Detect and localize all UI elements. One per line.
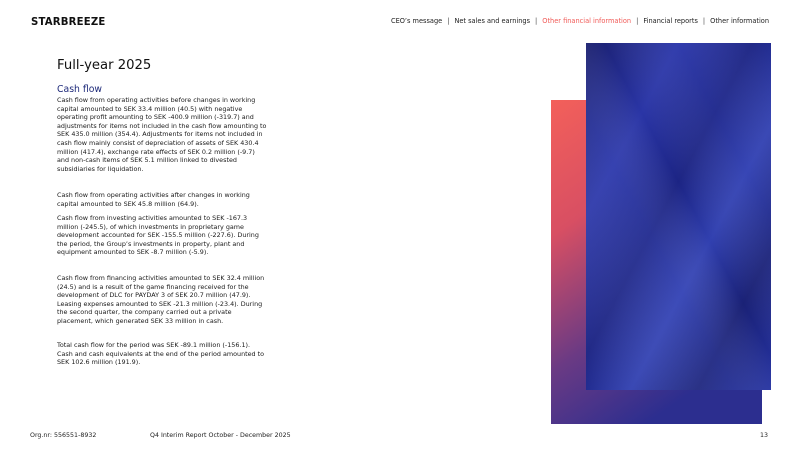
nav-separator: | bbox=[702, 17, 706, 25]
nav-other-information[interactable]: Other information bbox=[710, 17, 769, 25]
nav-separator: | bbox=[636, 17, 639, 25]
nav-separator: | bbox=[535, 17, 538, 25]
paragraph-financing-activities: Cash flow from financing activities amounted to SEK 32.4 million (24.5) and is a result of the game financing received for the development of DLC for PAYDAY 3 of SEK 20.7 million (47.9). Leasing expenses amounted to SEK -21.3 million (-23.4). During the second quarter, the company carried out a private placement, which generated SEK 33 million in cash. bbox=[57, 274, 265, 325]
page-title: Full-year 2025 bbox=[57, 58, 152, 73]
nav-ceos-message[interactable]: CEO’s message bbox=[390, 17, 443, 25]
org-number: Org.nr: 556551-8932 bbox=[30, 432, 97, 439]
paragraph-operating-after-wc: Cash flow from operating activities after changes in working capital amounted to SEK 45.8 million (64.9). bbox=[57, 191, 250, 208]
section-heading: Cash flow bbox=[57, 84, 103, 95]
nav-financial-reports[interactable]: Financial reports bbox=[643, 17, 698, 25]
nav-net-sales-and-earnings[interactable]: Net sales and earnings bbox=[454, 17, 531, 25]
paragraph-operating-before-wc: Cash flow from operating activities before changes in working capital amounted to SEK 33.4 million (40.5) with negative operating profit amounting to SEK -400.9 million (-319.7) and adjustments for items not included in the cash flow amounting to SEK 435.0 million (354.4). Adjustments for items not included in cash flow mainly consist of depreciation of assets of SEK 430.4 million (417.4), exchange rate effects of SEK 0.2 million (-9.7) and non-cash items of SEK 5.1 million linked to divested subsidiaries for liquidation. bbox=[57, 96, 267, 173]
report-name: Q4 Interim Report October - December 2025 bbox=[150, 432, 291, 439]
paragraph-investing-activities: Cash flow from investing activities amounted to SEK -167.3 million (-245.5), of which investments in proprietary game development accounted for SEK -155.5 million (-227.6). During the period, the Group’s investments in property, plant and equipment amounted to SEK -8.7 million (-5.9). bbox=[57, 214, 259, 257]
starbreeze-logo[interactable]: STARBREEZE bbox=[31, 15, 106, 28]
blue-fabric-sheen bbox=[586, 43, 771, 390]
page-number: 13 bbox=[759, 432, 768, 439]
nav-other-financial-information[interactable]: Other financial information bbox=[542, 17, 632, 25]
nav-separator: | bbox=[447, 17, 450, 25]
paragraph-total-cash-flow: Total cash flow for the period was SEK -89.1 million (-156.1). Cash and cash equivalents at the end of the period amounted to SEK 102.6 million (191.9). bbox=[57, 341, 265, 367]
